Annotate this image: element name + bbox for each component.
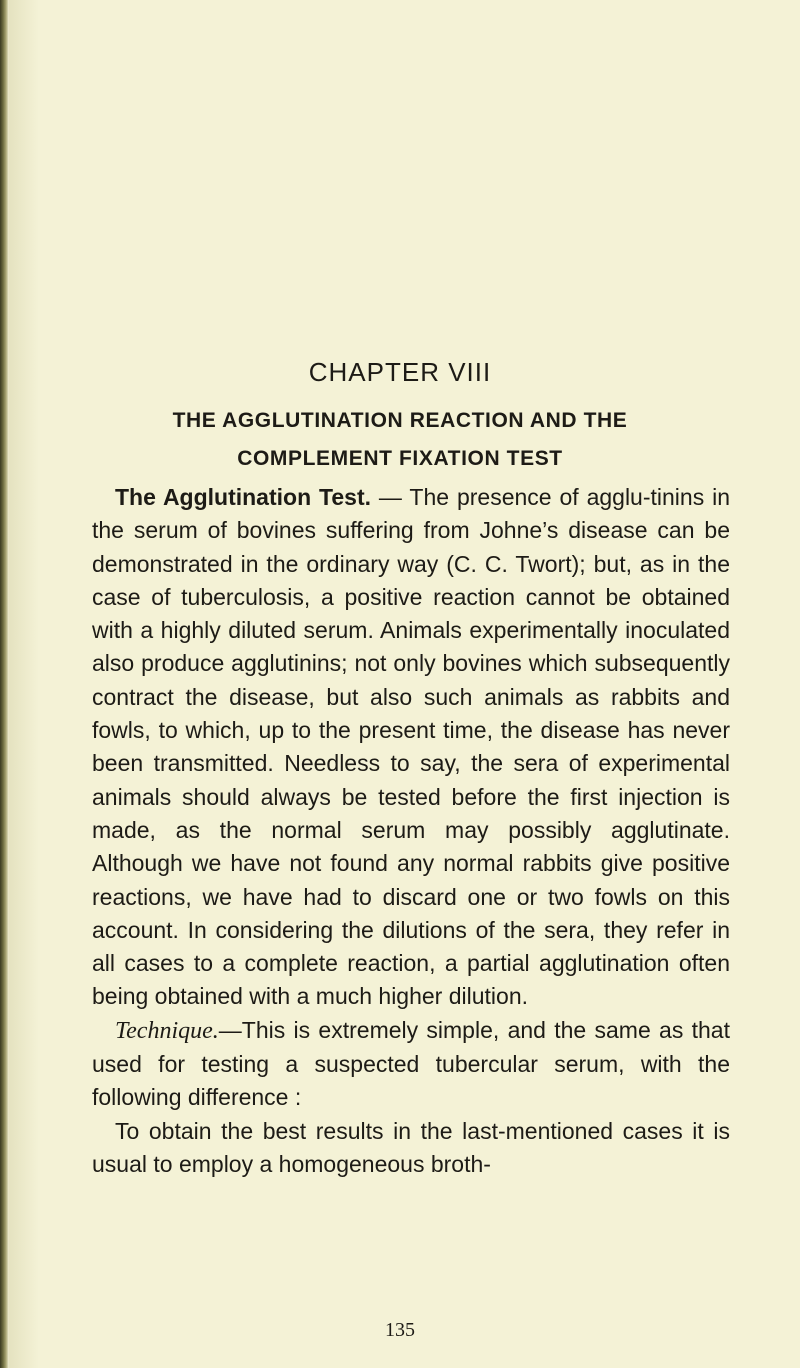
chapter-title-line-1: THE AGGLUTINATION REACTION AND THE (172, 409, 628, 432)
technique-label: Technique. (115, 1017, 219, 1044)
chapter-title (40, 402, 760, 478)
paragraph-2-text: —This is extremely simple, and the same as that used for testing a suspected tubercular serum, with the following difference : (92, 1016, 730, 1111)
page-number: 135 (385, 1319, 415, 1341)
paragraph-agglutination (92, 481, 730, 1014)
page-binding-edge (0, 0, 9, 1368)
chapter-title-line-2: COMPLEMENT FIXATION TEST (237, 447, 563, 470)
heading-dash: — (371, 484, 410, 510)
page-gutter-shadow (9, 0, 39, 1368)
chapter-label: CHAPTER VIII (308, 357, 492, 387)
section-heading: The Agglutination Test. (115, 484, 372, 510)
body-text (92, 481, 730, 1181)
paragraph-1-text: The presence of agglu-tinins in the serum of bovines suffering from Johne’s disease can be demonstrated in the ordinary way (C. C. Twort); but, as in the case of tuberculosis, a positive reaction cannot be obtained with a highly diluted serum. Animals experimentally inoculated also produce agglutinins; not only bovines which subsequently contract the disease, but also such animals as rabbits and fowls, to which, up to the present time, the disease has never been transmitted. Needless to say, the sera of experimental animals should always be tested before the first injection is made, as the normal serum may possibly agglutinate. Although we have not found any normal rabbits give positive reactions, we have had to discard one or two fowls on this account. In considering the dilutions of the sera, they refer in all cases to a complete reaction, a partial agglutination often being obtained with a much higher dilution. (92, 484, 730, 1010)
paragraph-best-results (92, 1115, 730, 1182)
paragraph-3-text: To obtain the best results in the last-mentioned cases it is usual to employ a homogeneous broth- (92, 1117, 730, 1177)
paragraph-technique (92, 1014, 730, 1115)
